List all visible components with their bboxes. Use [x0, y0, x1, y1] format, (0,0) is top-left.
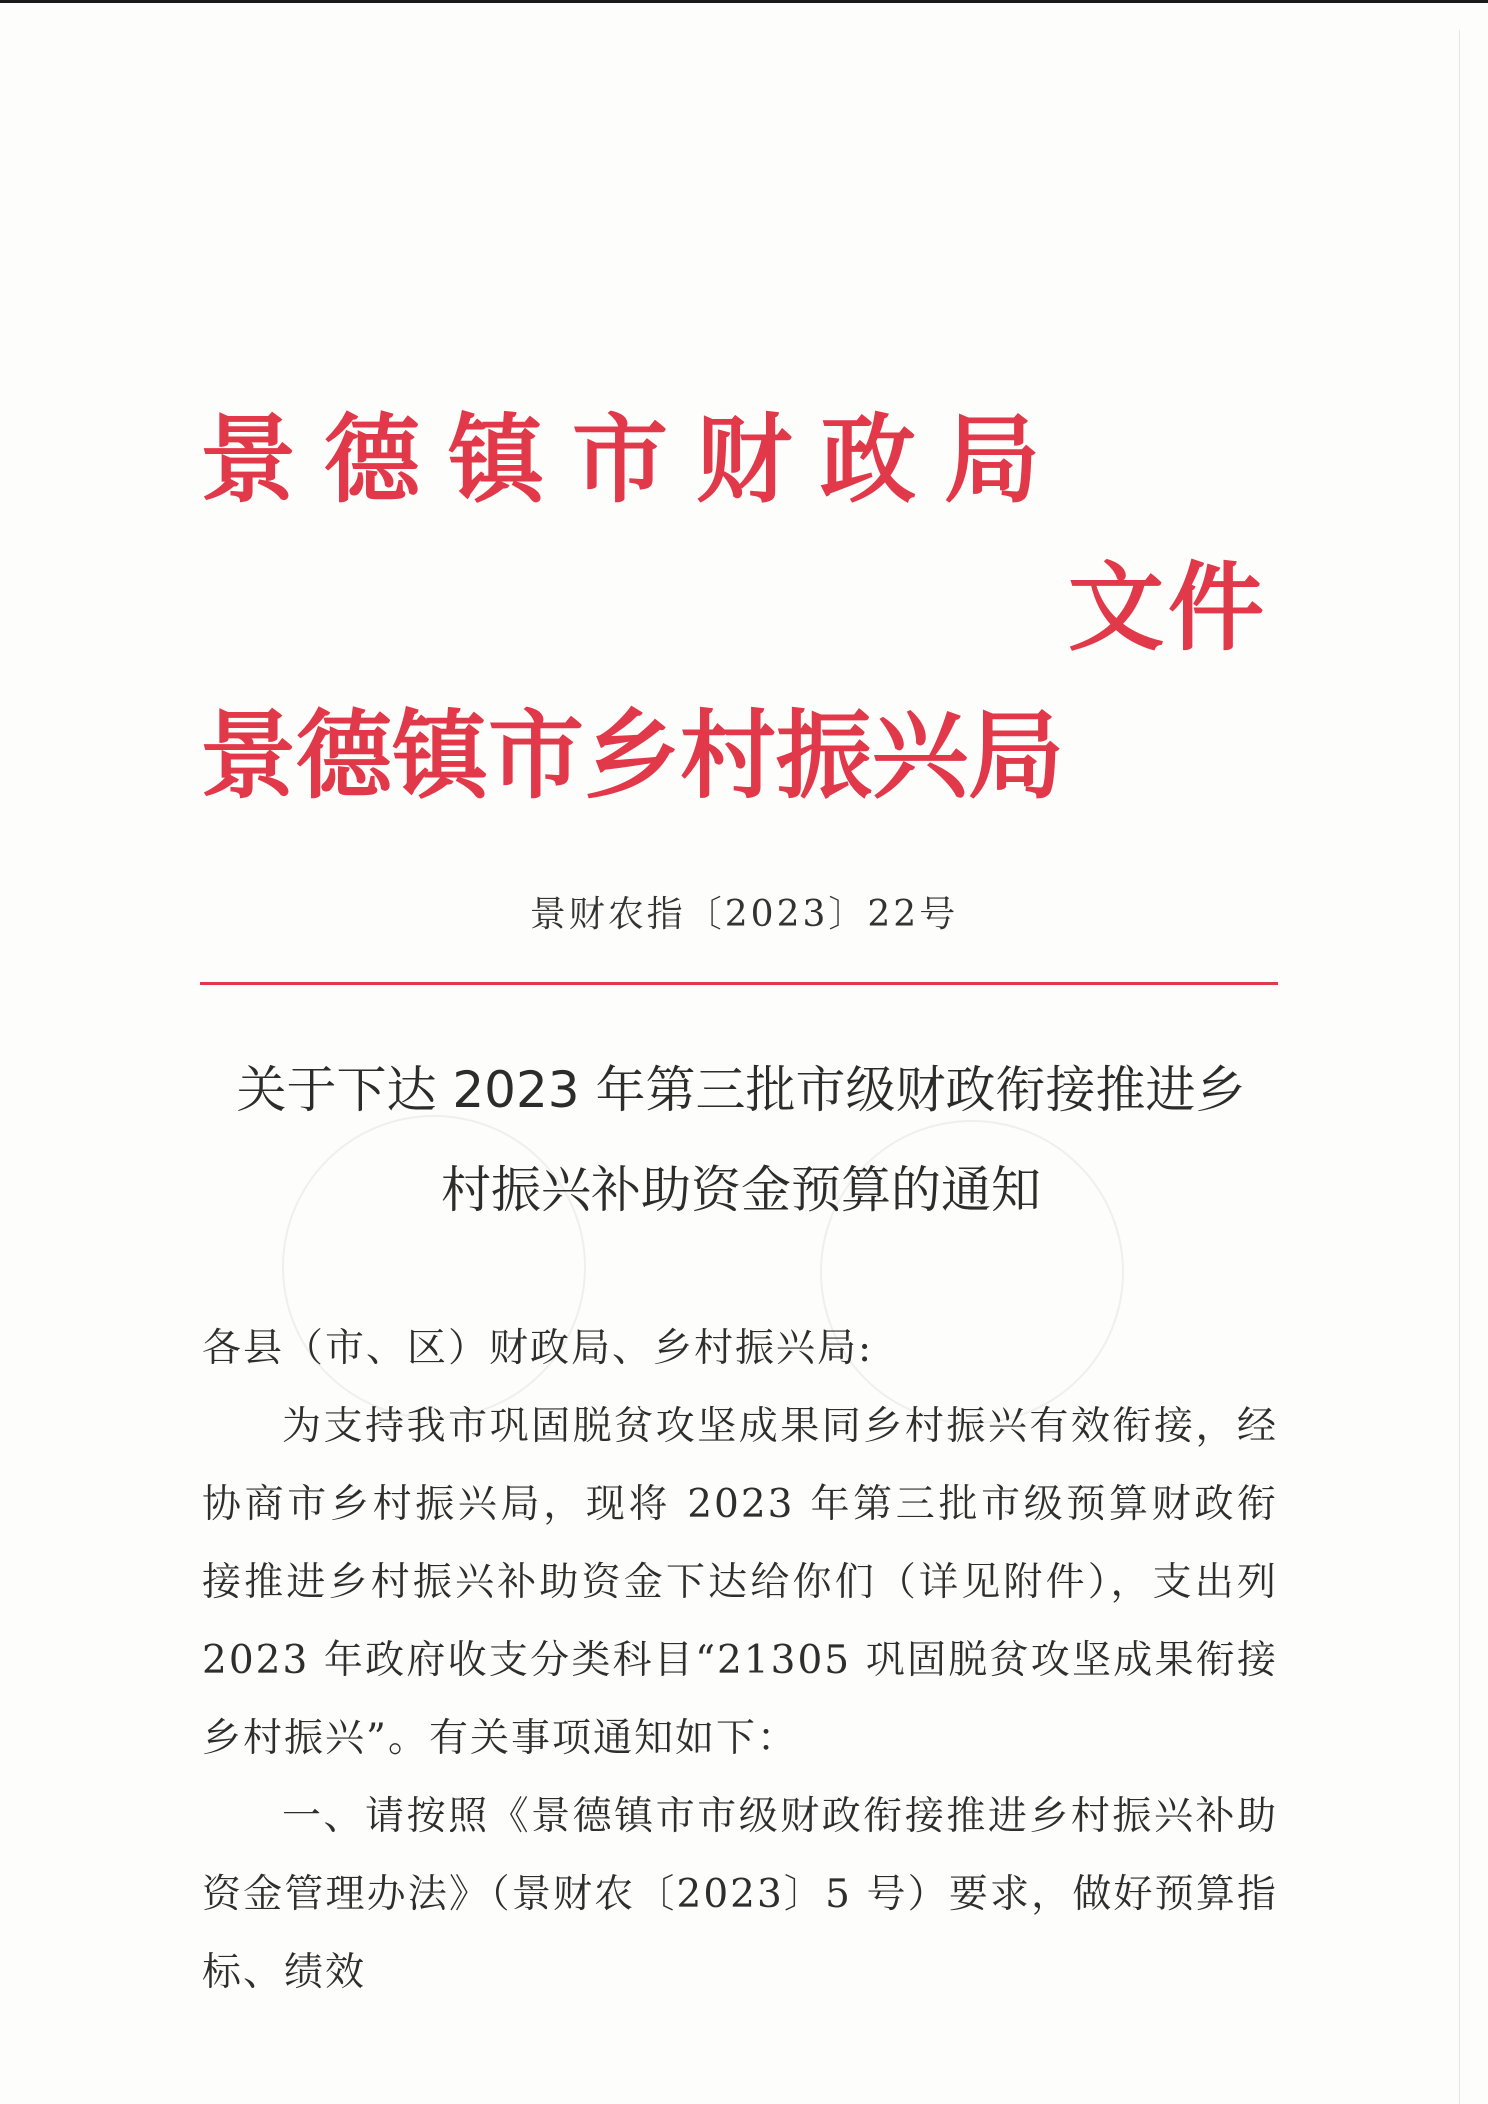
- issuer-char: 镇: [392, 700, 488, 812]
- issuer-char: 局: [968, 700, 1064, 812]
- issuer-char: 镇: [448, 404, 544, 516]
- scan-right-edge: [1459, 30, 1460, 2104]
- red-separator-line: [200, 982, 1278, 985]
- issuer-char: 局: [944, 404, 1040, 516]
- issuer-char: 兴: [872, 700, 968, 812]
- document-number: 景财农指〔2023〕22号: [529, 894, 959, 935]
- issuer-char: 振: [776, 700, 872, 812]
- issuer-char: 景: [200, 404, 296, 516]
- document-title-line-1: 关于下达 2023 年第三批市级财政衔接推进乡: [236, 1061, 1246, 1119]
- salutation: 各县（市、区）财政局、乡村振兴局:: [202, 1326, 874, 1371]
- body-paragraph-1: 为支持我市巩固脱贫攻坚成果同乡村振兴有效衔接，经协商市乡村振兴局，现将 2023 年第三批市级预算财政衔接推进乡村振兴补助资金下达给你们（详见附件），支出列 2023 年政府收支分类科目“21305 巩固脱贫攻坚成果衔接乡村振兴”。有关事项通知如下：: [202, 1404, 1278, 1761]
- issuer-name-rural-revitalization-bureau: [200, 696, 1064, 816]
- document-title-line-2: 村振兴补助资金预算的通知: [441, 1161, 1041, 1219]
- body-paragraph-2: 一、请按照《景德镇市市级财政衔接推进乡村振兴补助资金管理办法》（景财农〔2023〕5 号）要求，做好预算指标、绩效: [202, 1794, 1278, 1995]
- issuer-char: 德: [296, 700, 392, 812]
- issuer-name-finance-bureau: [200, 400, 1040, 520]
- issuer-char: 市: [488, 700, 584, 812]
- issuer-char: 财: [696, 404, 792, 516]
- document-body: [202, 1310, 1278, 2012]
- issuer-char: 市: [572, 404, 668, 516]
- issuer-char: 景: [200, 700, 296, 812]
- issuer-file-label: 文件: [1068, 552, 1268, 664]
- issuer-char: 德: [324, 404, 420, 516]
- document-title: [196, 1040, 1286, 1240]
- issuer-char: 政: [820, 404, 916, 516]
- issuer-char: 村: [680, 700, 776, 812]
- issuer-char: 乡: [584, 700, 680, 812]
- scan-top-edge: [0, 0, 1488, 3]
